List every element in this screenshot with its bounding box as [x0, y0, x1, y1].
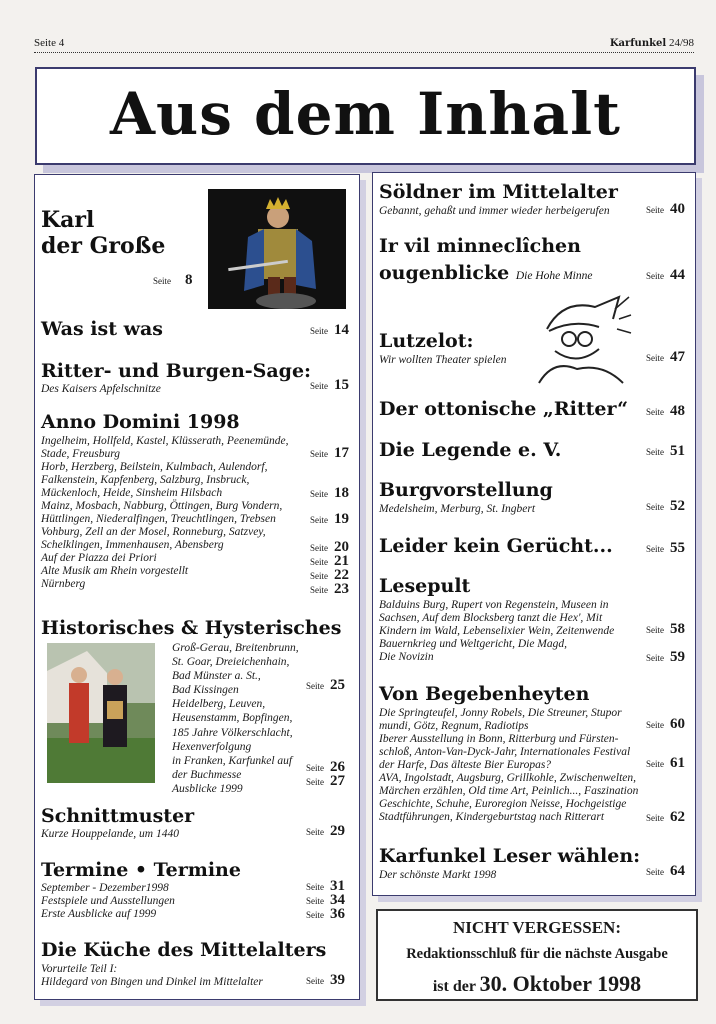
ottonische-page: Seite 48: [646, 403, 685, 419]
entry-burg-title: Burgvorstellung: [379, 479, 553, 501]
entry-lesepult-title: Lesepult: [379, 575, 471, 597]
deadline-notice: [376, 909, 698, 1001]
notice-heading: NICHT VERGESSEN:: [452, 918, 621, 937]
lesepult-page-59: Seite 59: [646, 649, 685, 665]
anno-page-19: Seite 19: [310, 511, 349, 527]
lutzelot-page: Seite 47: [646, 349, 685, 365]
burg-page: Seite 52: [646, 498, 685, 514]
entry-begeb-title: Von Begebenheyten: [379, 683, 590, 705]
entry-wasistwas-title: Was ist was: [41, 318, 163, 340]
hist-page-26: Seite 26: [306, 759, 345, 775]
entry-karl-title: [41, 207, 165, 259]
termine-page-31: Seite 31: [306, 878, 345, 894]
termine-page-36: Seite 36: [306, 906, 345, 922]
page-header: [34, 34, 694, 53]
leider-page: Seite 55: [646, 540, 685, 556]
anno-page-17: Seite 17: [310, 445, 349, 461]
entry-kueche-title: Die Küche des Mittelalters: [41, 939, 327, 961]
entry-legende-title: Die Legende e. V.: [379, 439, 562, 461]
minne-page: Seite 44: [646, 267, 685, 283]
begeb-page-62: Seite 62: [646, 809, 685, 825]
karl-photo: [208, 189, 346, 309]
left-column: [34, 174, 360, 1000]
lesepult-page-58: Seite 58: [646, 621, 685, 637]
anno-page-21: Seite 21: [310, 553, 349, 569]
minne-subtitle: Die Hohe Minne: [515, 270, 593, 282]
schnitt-page: Seite 29: [306, 823, 345, 839]
ritter-subtitle: Des Kaisers Apfelschnitze: [41, 383, 161, 395]
soeldner-page: Seite 40: [646, 201, 685, 217]
anno-list: Ingelheim, Hollfeld, Kastel, Klüsserath, Peenemünde, Stade, Freusburg Horb, Herzberg, Beilstein, Kulmbach, Aulendorf, Falkenstein, Kapfenberg, Salzburg, Insbruck, Mückenloch, Heide, Sinsheim Hilsbach Mainz, Mosbach, Nabburg, Öttingen, Burg Vondern, Hüttlingen, Niederalfingen, Treuchtlingen, Trebsen Vohburg, Zell an der Mosel, Ronneburg, Satzvey, Schelklingen, Immenhausen, Abensberg Auf der Piazza dei Priori Alte Musik am Rhein vorgestellt Nürnberg: [41, 435, 289, 590]
notice-line3: ist der 30. Oktober 1998: [432, 971, 642, 996]
anno-page-22: Seite 22: [310, 567, 349, 583]
anno-page-20: Seite 20: [310, 539, 349, 555]
legende-page: Seite 51: [646, 443, 685, 459]
jester-drawing: [533, 293, 633, 387]
leser-page: Seite 64: [646, 863, 685, 879]
entry-lutzelot-title: Lutzelot:: [379, 330, 474, 352]
page-number: Seite 4: [34, 37, 65, 49]
hist-list: Groß-Gerau, Breitenbrunn, St. Goar, Dreieichenhain, Bad Münster a. St., Bad Kissingen Heidelberg, Leuven, Heusenstamm, Bopfingen, 185 Jahre Völkerschlacht, Hexenverfolgung in Franken, Karfunkel auf der Buchmesse Ausblicke 1999: [172, 642, 299, 795]
wasistwas-page: Seite 14: [310, 322, 349, 338]
burg-subtitle: Medelsheim, Merburg, St. Ingbert: [379, 503, 536, 515]
karl-page: Seite 8: [153, 272, 193, 288]
title-box: [35, 67, 696, 165]
right-column: [372, 172, 696, 896]
hist-photo: [47, 643, 155, 783]
termine-list: September - Dezember1998 Festspiele und Ausstellungen Erste Ausblicke auf 1999: [41, 882, 175, 920]
karl-title-line1: Karl: [41, 207, 95, 233]
schnitt-subtitle: Kurze Houppelande, um 1440: [41, 828, 179, 840]
deadline-date: 30. Oktober 1998: [479, 971, 642, 996]
anno-page-18: Seite 18: [310, 485, 349, 501]
magazine-name: Karfunkel: [609, 38, 667, 49]
entry-minne-title: Ir vil minneclîchen ougenblicke Die Hohe Minne: [379, 235, 593, 284]
notice-line2: Redaktionsschluß für die nächste Ausgabe: [406, 946, 668, 962]
entry-anno-title: Anno Domini 1998: [41, 411, 240, 433]
karl-title-line2: der Große: [41, 233, 166, 259]
lutzelot-subtitle: Wir wollten Theater spielen: [379, 354, 507, 366]
entry-schnitt-title: Schnittmuster: [41, 805, 195, 827]
soeldner-subtitle: Gebannt, gehaßt und immer wieder herbeigerufen: [379, 205, 610, 217]
anno-page-23: Seite 23: [310, 581, 349, 597]
kueche-list: Vorurteile Teil I: Hildegard von Bingen und Dinkel im Mittelalter: [41, 963, 263, 988]
entry-ritter-title: Ritter- und Burgen-Sage:: [41, 360, 312, 382]
entry-leser-title: Karfunkel Leser wählen:: [379, 845, 641, 867]
magazine-issue: [610, 37, 694, 49]
entry-leider-title: Leider kein Gerücht...: [379, 535, 613, 557]
entry-termine-title: Termine • Termine: [41, 859, 241, 881]
entry-hist-title: Historisches & Hysterisches: [41, 617, 342, 639]
begeb-page-60: Seite 60: [646, 716, 685, 732]
entry-soeldner-title: Söldner im Mittelalter: [379, 181, 618, 203]
ritter-page: Seite 15: [310, 377, 349, 393]
kueche-page: Seite 39: [306, 972, 345, 988]
hist-page-25: Seite 25: [306, 677, 345, 693]
termine-page-34: Seite 34: [306, 892, 345, 908]
entry-ottonische-title: Der ottonische „Ritter“: [379, 398, 629, 420]
page-title: Aus dem Inhalt: [110, 80, 621, 148]
hist-page-27: Seite 27: [306, 773, 345, 789]
lesepult-list: Balduins Burg, Rupert von Regenstein, Museen in Sachsen, Auf dem Blocksberg tanzt die Hex', Mit Kindern im Wald, Lebenselixier Wein, Zeitenwende Bauernkrieg und Weltgericht, Die Magd, Die Novizin: [379, 599, 615, 663]
begeb-list: Die Springteufel, Jonny Robels, Die Streuner, Stupor mundi, Götz, Regnum, Radiotips Iberer Ausstellung in Bonn, Ritterburg und Fürsten- schloß, Anton-Van-Dyck-Jahr, Internationales Festival der Harfe, Das älteste Bier Europas? AVA, Ingolstadt, Augsburg, Grillkohle, Zwischenwelten, Märchen erzählen, Old time Art, Peinlich..., Faszination Geschichte, Schuhe, Euroregion Neisse, Hochgeistige Stadtführungen, Kindergeburtstag nach Ritterart: [379, 707, 639, 823]
begeb-page-61: Seite 61: [646, 755, 685, 771]
leser-subtitle: Der schönste Markt 1998: [379, 869, 497, 881]
issue-number: 24/98: [668, 37, 694, 49]
